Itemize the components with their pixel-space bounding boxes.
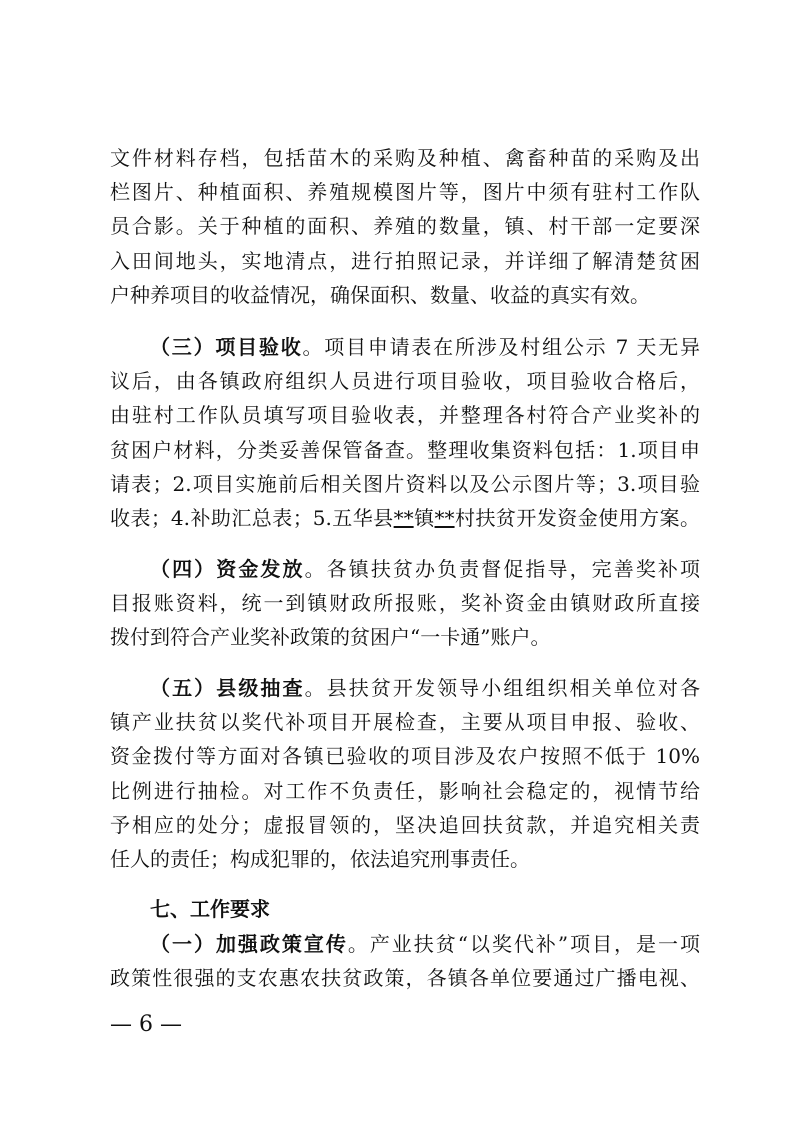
redacted-mark: **: [434, 506, 455, 531]
text-line: 比例进行抽检。对工作不负责任，影响社会稳定的，视情节给: [110, 778, 700, 803]
text-line: 任人的责任；构成犯罪的，依法追究刑事责任。: [110, 847, 530, 872]
text-line: 议后，由各镇政府组织人员进行项目验收，项目验收合格后，: [110, 369, 700, 394]
text-line: （一）加强政策宣传。产业扶贫“以奖代补”项目，是一项: [150, 932, 701, 956]
text-line: 文件材料存档，包括苗木的采购及种植、禽畜种苗的采购及出: [110, 146, 700, 170]
text-line: 栏图片、种植面积、养殖规模图片等，图片中须有驻村工作队: [110, 180, 700, 205]
text-line: 请表；2.项目实施前后相关图片资料以及公示图片等；3.项目验: [110, 471, 700, 496]
text-line: 收表；4.补助汇总表；5.五华县**镇**村扶贫开发资金使用方案。: [110, 506, 701, 531]
paragraph-archiving: [110, 141, 700, 312]
section-subtitle: （四）资金发放: [150, 557, 305, 581]
text-line: 政策性很强的支农惠农扶贫政策，各镇各单位要通过广播电视、: [110, 966, 700, 991]
text-line: 予相应的处分；虚报冒领的，坚决追回扶贫款，并追究相关责: [110, 812, 700, 837]
section-subtitle: （一）加强政策宣传: [150, 932, 348, 956]
paragraph-policy-publicity: [110, 927, 700, 995]
text-line: 目报账资料，统一到镇财政所报账，奖补资金由镇财政所直接: [110, 591, 700, 616]
text-line: 入田间地头，实地清点，进行拍照记录，并详细了解清楚贫困: [110, 248, 700, 273]
paragraph-county-inspection: [110, 671, 700, 876]
text-line: 镇产业扶贫以奖代补项目开展检查，主要从项目申报、验收、: [110, 710, 700, 735]
redacted-mark: **: [393, 506, 414, 531]
text-line: 贫困户材料，分类妥善保管备查。整理收集资料包括：1.项目申: [110, 437, 700, 462]
paragraph-project-acceptance: [110, 330, 700, 535]
text-line: （四）资金发放。各镇扶贫办负责督促指导，完善奖补项: [150, 557, 701, 581]
section-heading: 七、工作要求: [150, 897, 270, 921]
paragraph-fund-disbursement: [110, 552, 700, 655]
text-line: 员合影。关于种植的面积、养殖的数量，镇、村干部一定要深: [110, 214, 700, 239]
text-line: 拨付到符合产业奖补政策的贫困户“一卡通”账户。: [110, 625, 551, 650]
section-subtitle: （五）县级抽查: [150, 676, 305, 700]
text-line: 户种养项目的收益情况，确保面积、数量、收益的真实有效。: [110, 282, 650, 307]
text-line: （五）县级抽查。县扶贫开发领导小组组织相关单位对各: [150, 676, 701, 700]
section-subtitle: （三）项目验收: [150, 335, 303, 359]
text-line: 资金拨付等方面对各镇已验收的项目涉及农户按照不低于 10%: [110, 744, 700, 769]
page-number: — 6 —: [110, 1012, 182, 1037]
text-line: （三）项目验收。项目申请表在所涉及村组公示 7 天无异: [150, 335, 700, 359]
text-line: 由驻村工作队员填写项目验收表，并整理各村符合产业奖补的: [110, 403, 700, 428]
